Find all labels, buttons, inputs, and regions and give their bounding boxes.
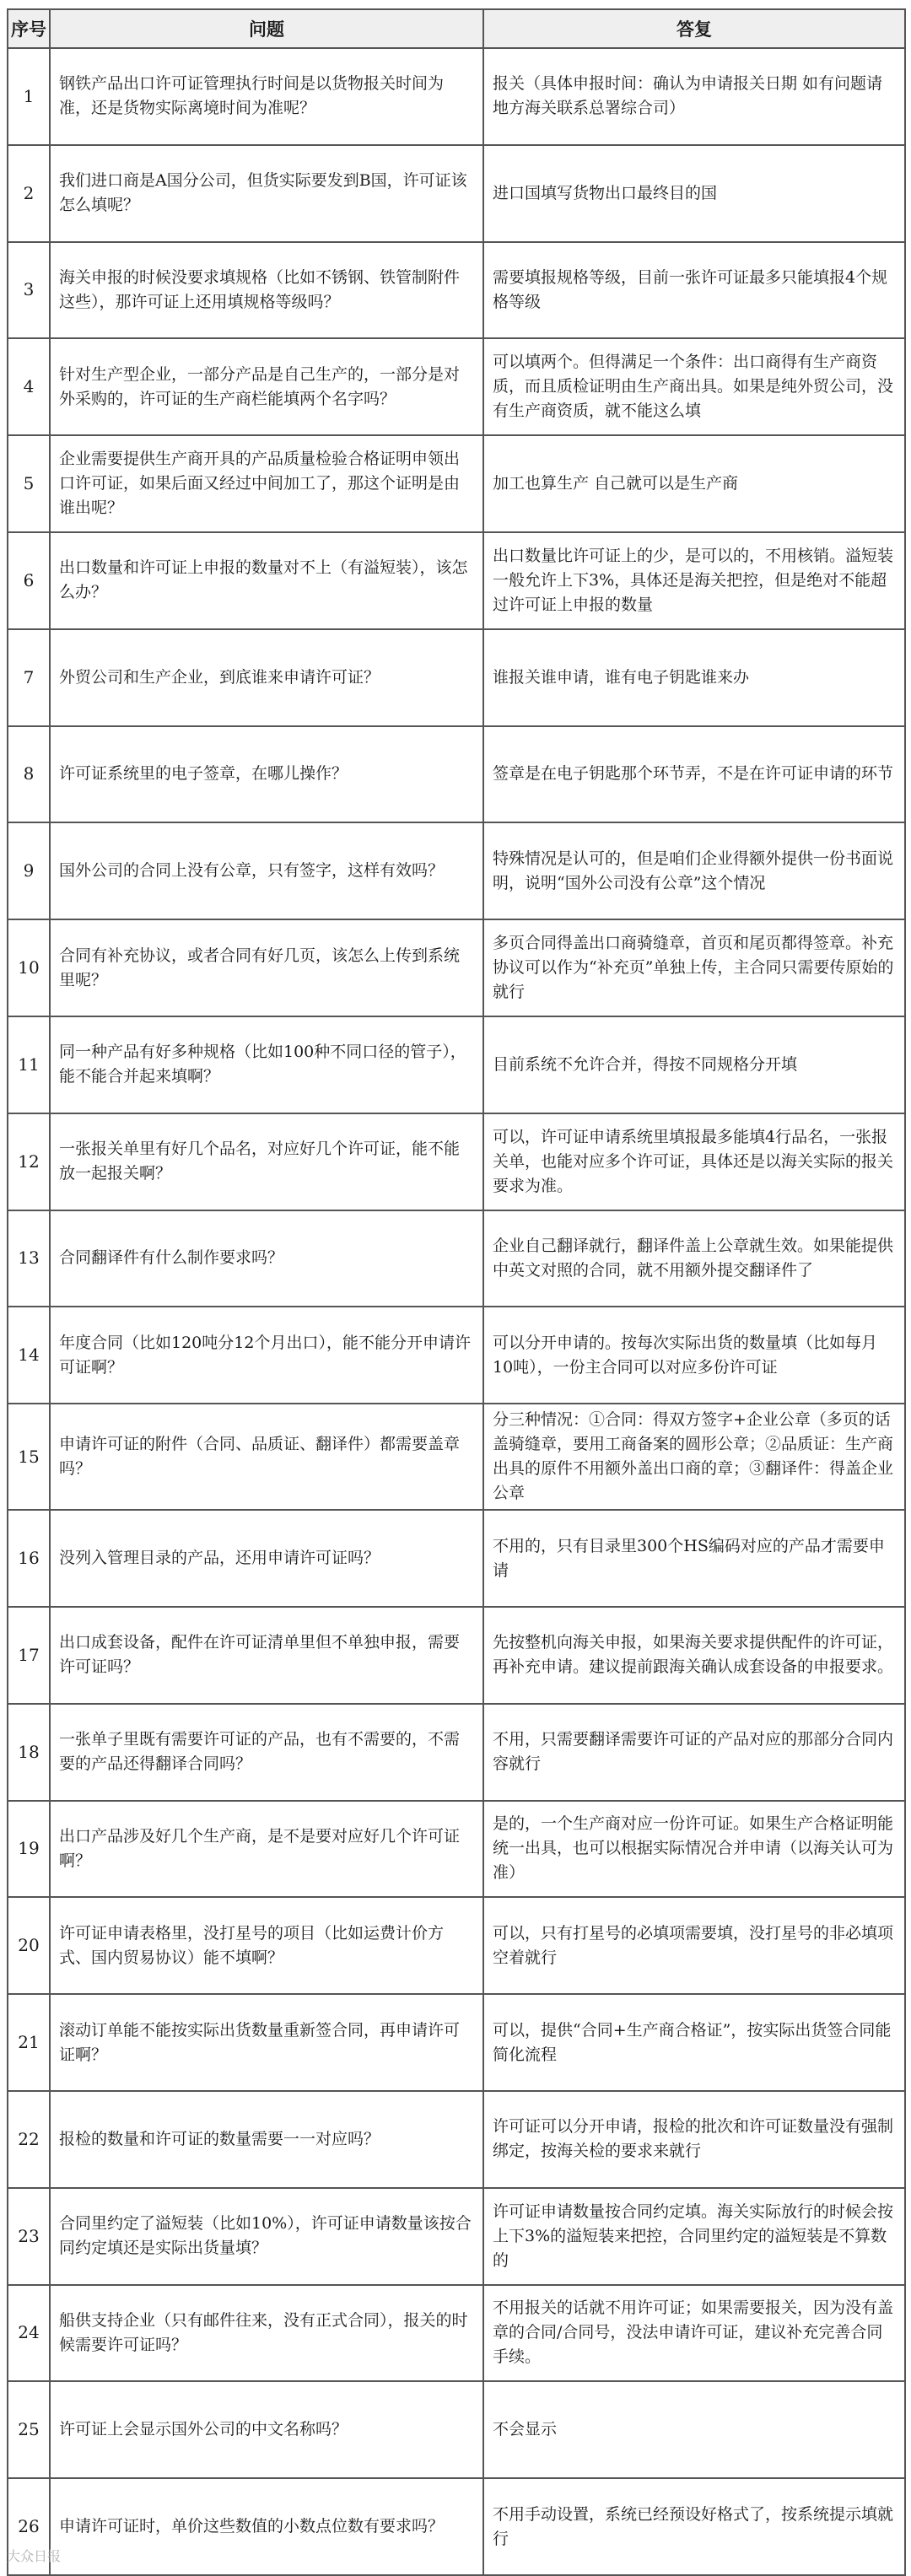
- table-row: [8, 629, 905, 726]
- row-number: 9: [8, 822, 50, 919]
- question-cell: 海关申报的时候没要求填规格（比如不锈钢、铁管制附件这些），那许可证上还用填规格等级吗？: [50, 242, 483, 339]
- question-cell: 合同里约定了溢短装（比如10%），许可证申请数量该按合同约定填还是实际出货量填？: [50, 2188, 483, 2285]
- answer-cell: 不用报关的话就不用许可证；如果需要报关，因为没有盖章的合同/合同号，没法申请许可证，建议补充完善合同手续。: [483, 2285, 905, 2382]
- question-cell: 针对生产型企业，一部分产品是自己生产的，一部分是对外采购的，许可证的生产商栏能填两个名字吗？: [50, 338, 483, 435]
- row-number: 22: [8, 2091, 50, 2188]
- table-row: [8, 1210, 905, 1307]
- table-row: [8, 1307, 905, 1404]
- question-cell: 没列入管理目录的产品，还用申请许可证吗？: [50, 1510, 483, 1607]
- table-row: [8, 822, 905, 919]
- question-cell: 钢铁产品出口许可证管理执行时间是以货物报关时间为准，还是货物实际离境时间为准呢？: [50, 48, 483, 145]
- question-cell: 许可证申请表格里，没打星号的项目（比如运费计价方式、国内贸易协议）能不填啊？: [50, 1897, 483, 1994]
- table-row: [8, 2285, 905, 2382]
- row-number: 8: [8, 726, 50, 823]
- header-answer: 答复: [483, 9, 905, 48]
- table-row: [8, 2091, 905, 2188]
- question-cell: 许可证系统里的电子签章，在哪儿操作？: [50, 726, 483, 823]
- row-number: 15: [8, 1404, 50, 1510]
- row-number: 25: [8, 2381, 50, 2478]
- header-num: 序号: [8, 9, 50, 48]
- row-number: 24: [8, 2285, 50, 2382]
- answer-cell: 需要填报规格等级，目前一张许可证最多只能填报4个规格等级: [483, 242, 905, 339]
- question-cell: 滚动订单能不能按实际出货数量重新签合同，再申请许可证啊？: [50, 1994, 483, 2091]
- table-row: [8, 726, 905, 823]
- table-row: [8, 1510, 905, 1607]
- row-number: 23: [8, 2188, 50, 2285]
- answer-cell: 是的，一个生产商对应一份许可证。如果生产合格证明能统一出具，也可以根据实际情况合并申请（以海关认可为准）: [483, 1801, 905, 1898]
- question-cell: 许可证上会显示国外公司的中文名称吗？: [50, 2381, 483, 2478]
- row-number: 1: [8, 48, 50, 145]
- answer-cell: 加工也算生产 自己就可以是生产商: [483, 435, 905, 532]
- answer-cell: 先按整机向海关申报，如果海关要求提供配件的许可证，再补充申请。建议提前跟海关确认成套设备的申报要求。: [483, 1607, 905, 1704]
- answer-cell: 目前系统不允许合并，得按不同规格分开填: [483, 1016, 905, 1113]
- watermark: 大众日报: [7, 2548, 62, 2564]
- answer-cell: 可以，许可证申请系统里填报最多能填4行品名，一张报关单，也能对应多个许可证，具体还是以海关实际的报关要求为准。: [483, 1113, 905, 1210]
- answer-cell: 不用的，只有目录里300个HS编码对应的产品才需要申请: [483, 1510, 905, 1607]
- row-number: 10: [8, 919, 50, 1016]
- row-number: 3: [8, 242, 50, 339]
- table-row: [8, 1016, 905, 1113]
- row-number: 26: [8, 2478, 50, 2575]
- table-row: [8, 435, 905, 532]
- question-cell: 年度合同（比如120吨分12个月出口），能不能分开申请许可证啊？: [50, 1307, 483, 1404]
- question-cell: 外贸公司和生产企业，到底谁来申请许可证？: [50, 629, 483, 726]
- answer-cell: 报关（具体申报时间：确认为申请报关日期 如有问题请地方海关联系总署综合司）: [483, 48, 905, 145]
- answer-cell: 签章是在电子钥匙那个环节弄，不是在许可证申请的环节: [483, 726, 905, 823]
- row-number: 4: [8, 338, 50, 435]
- row-number: 13: [8, 1210, 50, 1307]
- answer-cell: 分三种情况：①合同：得双方签字+企业公章（多页的话盖骑缝章，要用工商备案的圆形公章；②品质证：生产商出具的原件不用额外盖出口商的章；③翻译件：得盖企业公章: [483, 1404, 905, 1510]
- table-row: [8, 532, 905, 629]
- table-row: [8, 1404, 905, 1510]
- table-row: [8, 145, 905, 242]
- row-number: 16: [8, 1510, 50, 1607]
- answer-cell: 企业自己翻译就行，翻译件盖上公章就生效。如果能提供中英文对照的合同，就不用额外提交翻译件了: [483, 1210, 905, 1307]
- answer-cell: 可以填两个。但得满足一个条件：出口商得有生产商资质，而且质检证明由生产商出具。如果是纯外贸公司，没有生产商资质，就不能这么填: [483, 338, 905, 435]
- row-number: 18: [8, 1704, 50, 1801]
- table-row: [8, 2188, 905, 2285]
- question-cell: 企业需要提供生产商开具的产品质量检验合格证明申领出口许可证，如果后面又经过中间加工了，那这个证明是由谁出呢？: [50, 435, 483, 532]
- answer-cell: 不会显示: [483, 2381, 905, 2478]
- row-number: 7: [8, 629, 50, 726]
- table-row: [8, 919, 905, 1016]
- question-cell: 出口产品涉及好几个生产商，是不是要对应好几个许可证啊？: [50, 1801, 483, 1898]
- faq-table: [7, 8, 906, 2576]
- answer-cell: 出口数量比许可证上的少，是可以的，不用核销。溢短装一般允许上下3%，具体还是海关把控，但是绝对不能超过许可证上申报的数量: [483, 532, 905, 629]
- answer-cell: 可以，提供“合同+生产商合格证”，按实际出货签合同能简化流程: [483, 1994, 905, 2091]
- table-row: [8, 1607, 905, 1704]
- faq-body: [8, 48, 905, 2575]
- table-row: [8, 1704, 905, 1801]
- row-number: 6: [8, 532, 50, 629]
- table-row: [8, 1113, 905, 1210]
- table-row: [8, 242, 905, 339]
- question-cell: 申请许可证时，单价这些数值的小数点位数有要求吗？: [50, 2478, 483, 2575]
- answer-cell: 可以分开申请的。按每次实际出货的数量填（比如每月10吨），一份主合同可以对应多份许可证: [483, 1307, 905, 1404]
- question-cell: 申请许可证的附件（合同、品质证、翻译件）都需要盖章吗？: [50, 1404, 483, 1510]
- question-cell: 我们进口商是A国分公司，但货实际要发到B国，许可证该怎么填呢？: [50, 145, 483, 242]
- row-number: 11: [8, 1016, 50, 1113]
- answer-cell: 许可证申请数量按合同约定填。海关实际放行的时候会按上下3%的溢短装来把控，合同里约定的溢短装是不算数的: [483, 2188, 905, 2285]
- question-cell: 合同有补充协议，或者合同有好几页，该怎么上传到系统里呢？: [50, 919, 483, 1016]
- row-number: 2: [8, 145, 50, 242]
- answer-cell: 谁报关谁申请，谁有电子钥匙谁来办: [483, 629, 905, 726]
- question-cell: 报检的数量和许可证的数量需要一一对应吗？: [50, 2091, 483, 2188]
- question-cell: 合同翻译件有什么制作要求吗？: [50, 1210, 483, 1307]
- row-number: 21: [8, 1994, 50, 2091]
- question-cell: 出口成套设备，配件在许可证清单里但不单独申报，需要许可证吗？: [50, 1607, 483, 1704]
- table-row: [8, 1801, 905, 1898]
- question-cell: 一张单子里既有需要许可证的产品，也有不需要的，不需要的产品还得翻译合同吗？: [50, 1704, 483, 1801]
- row-number: 12: [8, 1113, 50, 1210]
- row-number: 19: [8, 1801, 50, 1898]
- answer-cell: 不用，只需要翻译需要许可证的产品对应的那部分合同内容就行: [483, 1704, 905, 1801]
- question-cell: 一张报关单里有好几个品名，对应好几个许可证，能不能放一起报关啊？: [50, 1113, 483, 1210]
- answer-cell: 可以，只有打星号的必填项需要填，没打星号的非必填项空着就行: [483, 1897, 905, 1994]
- table-row: [8, 338, 905, 435]
- answer-cell: 多页合同得盖出口商骑缝章，首页和尾页都得签章。补充协议可以作为“补充页”单独上传，主合同只需要传原始的就行: [483, 919, 905, 1016]
- answer-cell: 进口国填写货物出口最终目的国: [483, 145, 905, 242]
- table-row: [8, 2478, 905, 2575]
- question-cell: 船供支持企业（只有邮件往来，没有正式合同），报关的时候需要许可证吗？: [50, 2285, 483, 2382]
- header-question: 问题: [50, 9, 483, 48]
- row-number: 17: [8, 1607, 50, 1704]
- table-row: [8, 48, 905, 145]
- row-number: 14: [8, 1307, 50, 1404]
- table-row: [8, 2381, 905, 2478]
- header-row: [8, 9, 905, 48]
- answer-cell: 特殊情况是认可的，但是咱们企业得额外提供一份书面说明，说明“国外公司没有公章”这个情况: [483, 822, 905, 919]
- answer-cell: 不用手动设置，系统已经预设好格式了，按系统提示填就行: [483, 2478, 905, 2575]
- question-cell: 国外公司的合同上没有公章，只有签字，这样有效吗？: [50, 822, 483, 919]
- question-cell: 同一种产品有好多种规格（比如100种不同口径的管子），能不能合并起来填啊？: [50, 1016, 483, 1113]
- table-row: [8, 1994, 905, 2091]
- table-row: [8, 1897, 905, 1994]
- question-cell: 出口数量和许可证上申报的数量对不上（有溢短装），该怎么办？: [50, 532, 483, 629]
- row-number: 5: [8, 435, 50, 532]
- answer-cell: 许可证可以分开申请，报检的批次和许可证数量没有强制绑定，按海关检的要求来就行: [483, 2091, 905, 2188]
- row-number: 20: [8, 1897, 50, 1994]
